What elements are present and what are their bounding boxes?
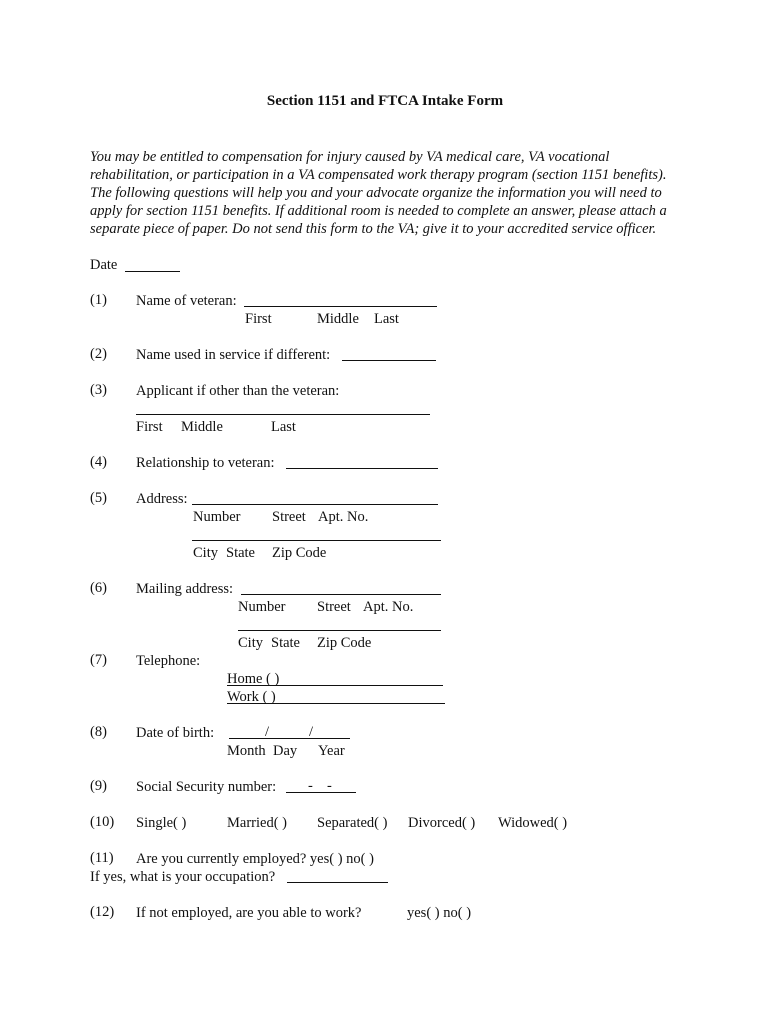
- date-label: Date: [90, 257, 118, 273]
- date-field[interactable]: [125, 271, 180, 272]
- q5-zip-label: Zip Code: [272, 545, 327, 561]
- relationship-field[interactable]: [286, 468, 438, 469]
- applicant-name-field[interactable]: [136, 414, 430, 415]
- mailing-address-line1-field[interactable]: [241, 594, 441, 595]
- service-name-field[interactable]: [342, 360, 436, 361]
- q3-number: (3): [90, 382, 107, 398]
- married-option[interactable]: Married( ): [227, 815, 287, 831]
- home-phone-label: Home ( ): [227, 671, 280, 687]
- q2-label: Name used in service if different:: [136, 347, 331, 363]
- q5-street-label: Street: [272, 509, 306, 525]
- q3-middle-label: Middle: [181, 419, 223, 435]
- ssn-dash-1: -: [308, 778, 313, 794]
- ssn-field[interactable]: [286, 792, 356, 793]
- q6-apt-label: Apt. No.: [363, 599, 414, 615]
- q4-number: (4): [90, 454, 107, 470]
- intro-paragraph: You may be entitled to compensation for injury caused by VA medical care, VA vocational rehabilitation, or participation in a VA compensated work therapy program (section 1151 benefits). The following questions will help you and your advocate organize the information you will need to apply for section 1151 benefits. If additional room is needed to complete an answer, please attach a separate piece of paper. Do not send this form to the VA; give it to your accredited service officer.: [90, 149, 667, 237]
- q7-number: (7): [90, 652, 107, 668]
- occupation-label: If yes, what is your occupation?: [90, 869, 276, 885]
- q5-city-label: City: [193, 545, 218, 561]
- single-option[interactable]: Single( ): [136, 815, 187, 831]
- q5-number: (5): [90, 490, 107, 506]
- form-title: Section 1151 and FTCA Intake Form: [266, 93, 504, 109]
- separated-option[interactable]: Separated( ): [317, 815, 388, 831]
- q6-zip-label: Zip Code: [317, 635, 372, 651]
- widowed-option[interactable]: Widowed( ): [498, 815, 568, 831]
- q11-label[interactable]: Are you currently employed? yes( ) no( ): [136, 851, 374, 867]
- q1-number: (1): [90, 292, 107, 308]
- q6-number: (6): [90, 580, 107, 596]
- q1-middle-label: Middle: [317, 311, 359, 327]
- q7-label: Telephone:: [136, 653, 201, 669]
- dob-month-label: Month: [227, 743, 266, 759]
- home-phone-field[interactable]: [227, 685, 443, 686]
- divorced-option[interactable]: Divorced( ): [408, 815, 476, 831]
- q3-last-label: Last: [271, 419, 296, 435]
- q6-city-label: City: [238, 635, 263, 651]
- dob-slash-2: /: [309, 724, 314, 740]
- dob-year-label: Year: [318, 743, 345, 759]
- able-to-work-options[interactable]: yes( ) no( ): [407, 905, 472, 921]
- q12-number: (12): [90, 904, 115, 920]
- q3-first-label: First: [136, 419, 163, 435]
- work-phone-label: Work ( ): [227, 689, 276, 705]
- q11-number: (11): [90, 850, 114, 866]
- address-line1-field[interactable]: [192, 504, 438, 505]
- q1-last-label: Last: [374, 311, 399, 327]
- veteran-name-field[interactable]: [244, 306, 437, 307]
- q12-label: If not employed, are you able to work?: [136, 905, 362, 921]
- q9-number: (9): [90, 778, 107, 794]
- q5-state-label: State: [226, 545, 255, 561]
- q3-label: Applicant if other than the veteran:: [136, 383, 340, 399]
- ssn-dash-2: -: [327, 778, 332, 794]
- dob-slash-1: /: [265, 724, 270, 740]
- q10-number: (10): [90, 814, 115, 830]
- q2-number: (2): [90, 346, 107, 362]
- q6-label: Mailing address:: [136, 581, 234, 597]
- q8-label: Date of birth:: [136, 725, 215, 741]
- q1-first-label: First: [245, 311, 272, 327]
- q6-number-label: Number: [238, 599, 286, 615]
- date-of-birth-field[interactable]: [229, 738, 350, 739]
- q6-street-label: Street: [317, 599, 351, 615]
- work-phone-field[interactable]: [227, 703, 445, 704]
- q5-apt-label: Apt. No.: [318, 509, 369, 525]
- q1-label: Name of veteran:: [136, 293, 237, 309]
- q9-label: Social Security number:: [136, 779, 277, 795]
- occupation-field[interactable]: [287, 882, 388, 883]
- q5-label: Address:: [136, 491, 188, 507]
- mailing-address-line2-field[interactable]: [238, 630, 441, 631]
- address-line2-field[interactable]: [192, 540, 441, 541]
- q4-label: Relationship to veteran:: [136, 455, 275, 471]
- q5-number-label: Number: [193, 509, 241, 525]
- q6-state-label: State: [271, 635, 300, 651]
- dob-day-label: Day: [273, 743, 298, 759]
- q8-number: (8): [90, 724, 107, 740]
